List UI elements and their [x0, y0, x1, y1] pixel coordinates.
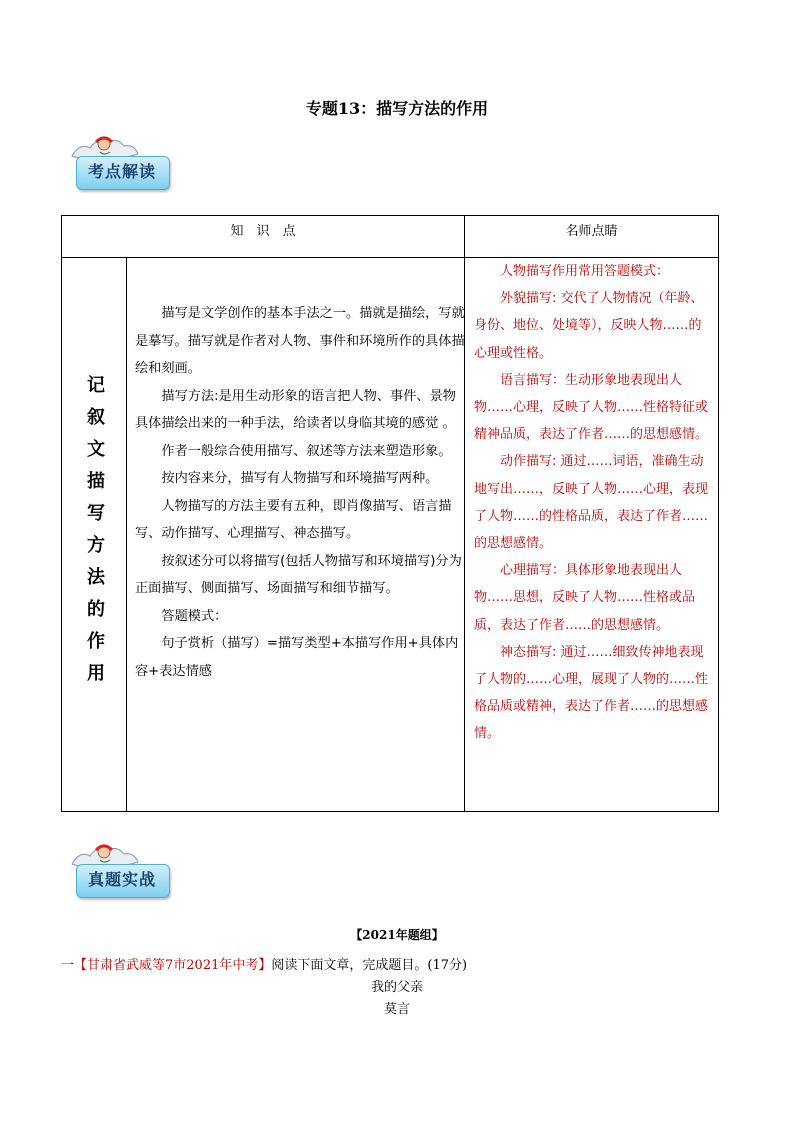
knowledge-paragraph: 描写是文学创作的基本手法之一。描就是描绘，写就是摹写。描写就是作者对人物、事件和环境所作的具体描绘和刻画。 — [135, 306, 465, 376]
knowledge-paragraph: 人物描写的方法主要有五种，即肖像描写、语言描写、动作描写、心理描写、神态描写。 — [135, 498, 452, 541]
header-knowledge: 知 识 点 — [230, 224, 296, 239]
question-line — [61, 954, 467, 973]
tips-paragraph: 人物描写作用常用答题模式： — [500, 264, 670, 279]
table-divider — [126, 257, 127, 812]
section-badge-zhenti — [70, 842, 174, 900]
question-number: 一 — [61, 958, 75, 973]
article-author: 莫言 — [383, 1002, 410, 1017]
tips-paragraph: 神态描写: 通过……细致传神地表现了人物的……心理，展现了人物的……性格品质或精神，表达了作者……的思想感情。 — [474, 644, 709, 742]
question-text: 阅读下面文章，完成题目。(17分) — [271, 958, 468, 973]
header-tips: 名师点睛 — [565, 224, 618, 239]
knowledge-content — [135, 300, 465, 685]
knowledge-paragraph: 按内容来分，描写有人物描写和环境描写两种。 — [161, 471, 439, 486]
tips-paragraph: 外貌描写: 交代了人物情况（年龄、身份、地位、处境等），反映人物……的心理或性格。 — [474, 291, 704, 361]
page-title: 专题13：描写方法的作用 — [305, 99, 489, 118]
knowledge-paragraph: 按叙述分可以将描写(包括人物描写和环境描写)分为正面描写、侧面描写、场面描写和细节描写。 — [135, 553, 462, 596]
knowledge-paragraph: 作者一般综合使用描写、叙述等方法来塑造形象。 — [161, 443, 452, 459]
side-label: 记叙文描写方法的作用 — [84, 375, 105, 695]
section-label-zhenti: 真题实战 — [87, 870, 156, 889]
tips-paragraph: 语言描写：生动形象地表现出人物……心理，反映了人物……性格特征或精神品质，表达了作者……的思想感情。 — [474, 372, 709, 443]
tips-paragraph: 动作描写: 通过……词语，准确生动地写出……，反映了人物……心理，表现了人物……的性格品质，表达了作者……的思想感情。 — [474, 454, 709, 552]
group-title: 【2021年题组】 — [350, 928, 444, 942]
knowledge-paragraph: 描写方法:是用生动形象的语言把人物、事件、景物具体描绘出来的一种手法，给读者以身临其境的感觉 。 — [135, 388, 456, 431]
knowledge-table — [61, 215, 719, 812]
question-source: 【甘肃省武威等7市2021年中考】 — [74, 958, 272, 973]
tips-paragraph: 心理描写：具体形象地表现出人物……思想，反映了人物……性格或品质，表达了作者……的思想感情。 — [474, 563, 696, 633]
tips-content — [474, 258, 711, 748]
article-title: 我的父亲 — [370, 980, 423, 995]
knowledge-paragraph: 句子赏析（描写）=描写类型+本描写作用+具体内容+表达情感 — [135, 636, 459, 679]
section-label-kaodian: 考点解读 — [87, 162, 156, 181]
section-badge-kaodian — [70, 134, 174, 192]
knowledge-paragraph: 答题模式： — [161, 608, 228, 624]
side-label-cell — [62, 258, 126, 812]
